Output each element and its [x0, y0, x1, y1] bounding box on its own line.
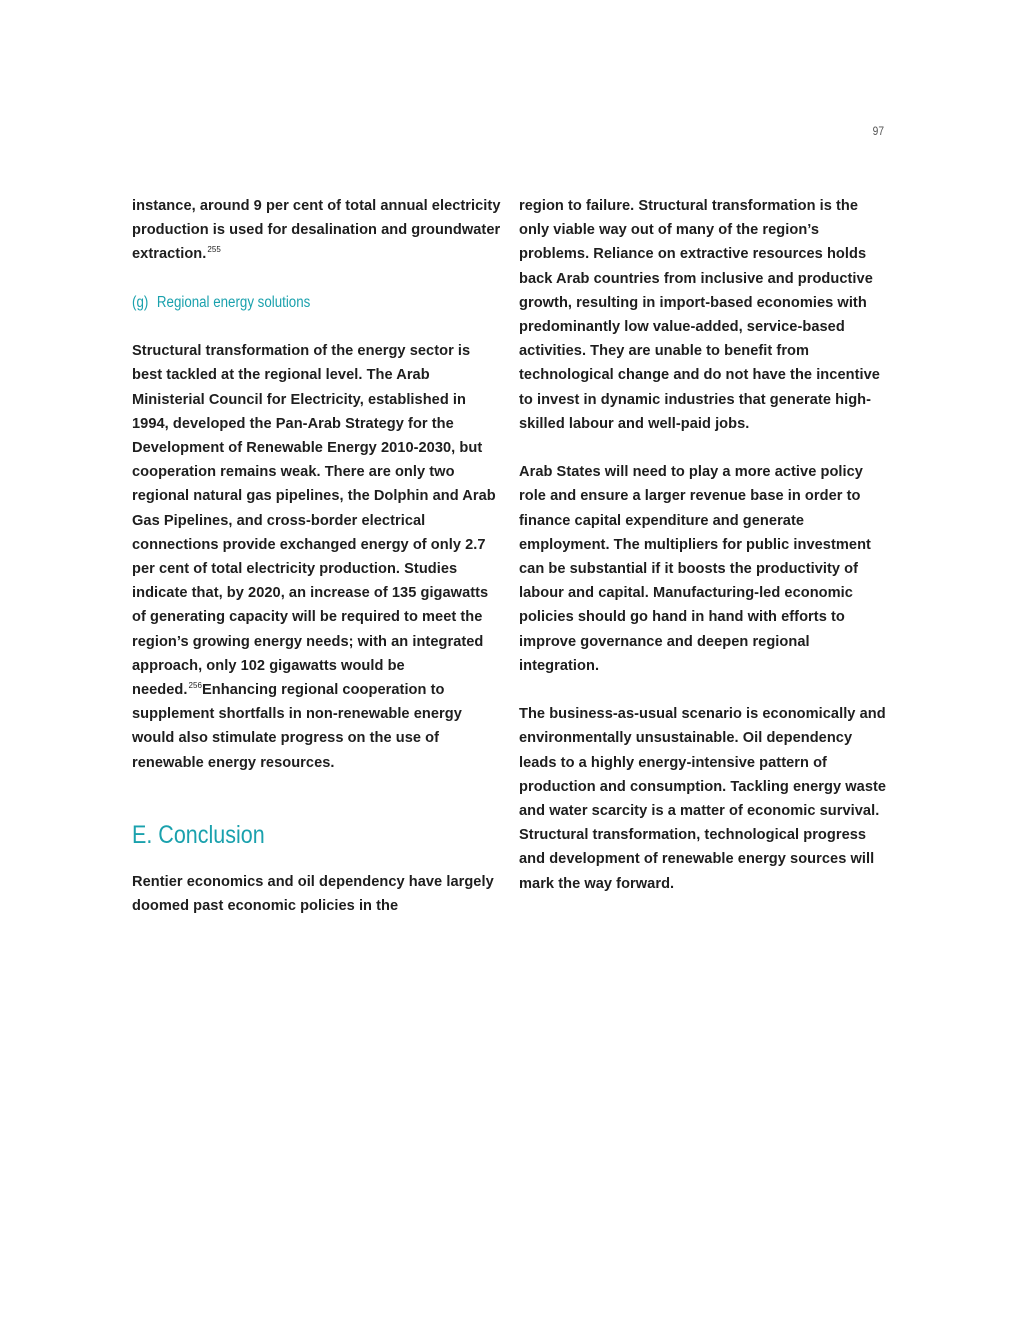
- left-column: [132, 194, 504, 918]
- paragraph-intro: [132, 194, 504, 267]
- paragraph-conclusion-start: Rentier economics and oil dependency have largely doomed past economic policies in the: [132, 873, 494, 915]
- spacer: [519, 678, 891, 702]
- spacer: [132, 851, 504, 870]
- spacer: [519, 436, 891, 460]
- paragraph-outlook: The business-as-usual scenario is economically and environmentally unsustainable. Oil dependency leads to a highly energy-intensive pattern of production and consumption. Tackling energy waste and water scarcity is a matter of economic survival. Structural transformation, technological progress and development of renewable energy sources will mark the way forward.: [519, 706, 887, 892]
- spacer: [132, 775, 504, 819]
- spacer: [132, 315, 504, 339]
- paragraph-regional-text: Structural transformation of the energy sector is best tackled at the regional level. The Arab Ministerial Council for Electricity, established in 1994, developed the Pan-Arab Strategy for the Development of Renewable Energy 2010-2030, but cooperation remains weak. There are only two regional natural gas pipelines, the Dolphin and Arab Gas Pipelines, and cross-border electrical connections provide exchanged energy of only 2.7 per cent of total electricity production. Studies indicate that, by 2020, an increase of 135 gigawatts of generating capacity will be required to meet the region’s growing energy needs; with an integrated approach, only 102 gigawatts would be needed.: [132, 343, 496, 699]
- right-column: [519, 194, 891, 896]
- footnote-ref-255: 255: [207, 245, 221, 255]
- paragraph-intro-text: instance, around 9 per cent of total annual electricity production is used for desalination and groundwater extraction.: [132, 198, 501, 263]
- subheading-regional-energy: [132, 291, 452, 315]
- subheading-title: Regional energy solutions: [156, 293, 311, 311]
- footnote-ref-256: 256: [188, 681, 202, 691]
- paragraph-policy: Arab States will need to play a more active policy role and ensure a larger revenue base in order to finance capital expenditure and generate employment. The multipliers for public investment can be substantial if it boosts the productivity of labour and capital. Manufacturing-led economic policies should go hand in hand with efforts to improve governance and deepen regional integration.: [519, 464, 871, 674]
- page-number: 97: [872, 124, 884, 138]
- subheading-marker: (g): [132, 293, 149, 311]
- paragraph-regional: [132, 339, 504, 775]
- paragraph-conclusion-cont: region to failure. Structural transformation is the only viable way out of many of the region’s problems. Reliance on extractive resources holds back Arab countries from inclusive and productive growth, resulting in import-based economies with predominantly low value-added, service-based activities. They are unable to benefit from technological change and do not have the incentive to invest in dynamic industries that generate high-skilled labour and well-paid jobs.: [519, 198, 880, 432]
- paragraph-regional-cont: Enhancing regional cooperation to supplement shortfalls in non-renewable energy would also stimulate progress on the use of renewable energy resources.: [132, 682, 462, 771]
- section-heading-conclusion: E. Conclusion: [132, 820, 265, 849]
- spacer: [132, 267, 504, 291]
